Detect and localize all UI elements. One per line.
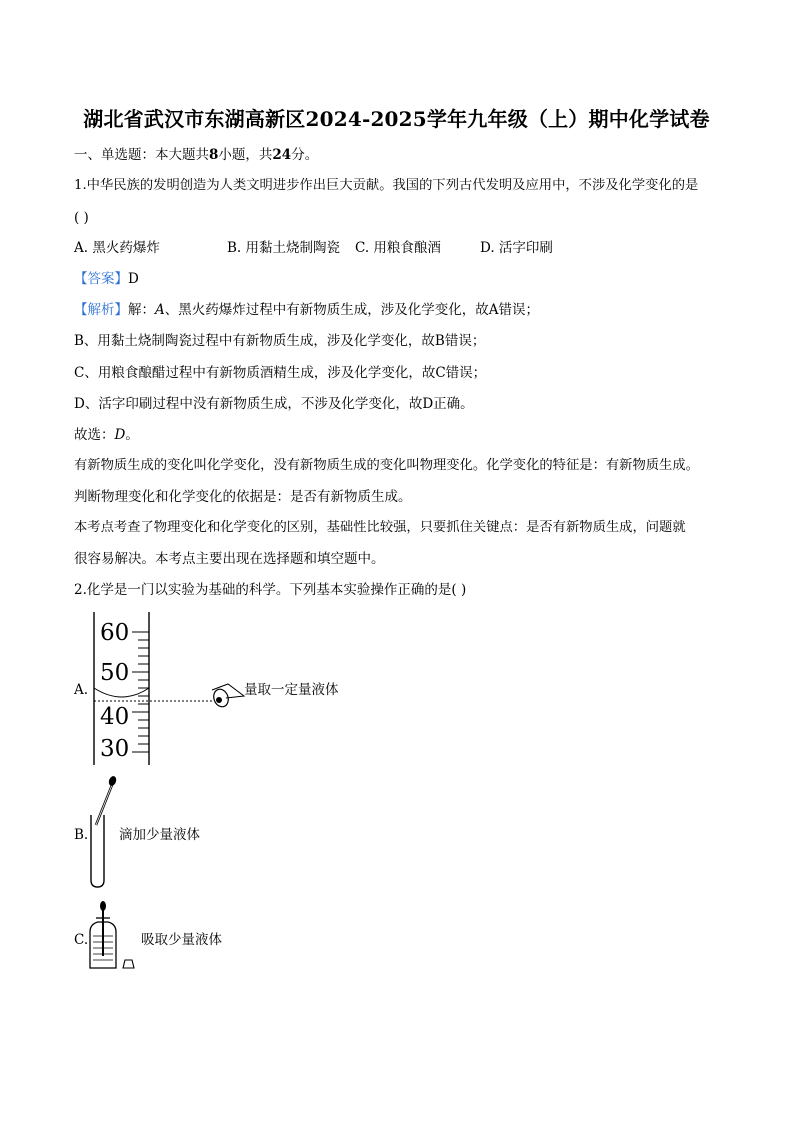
- rubber-bulb-icon: [100, 901, 106, 911]
- q1-analysis-line: D、活字印刷过程中没有新物质生成，不涉及化学变化，故D正确。: [74, 396, 474, 412]
- q1-explain-line: 很容易解决。本考点主要出现在选择题和填空题中。: [74, 551, 385, 567]
- eye-icon: [211, 684, 244, 709]
- bottle-stopper-icon: [123, 960, 134, 968]
- graduated-cylinder-figure: [88, 610, 248, 770]
- scale-label: 50: [100, 660, 130, 686]
- q2-option-a-letter: A.: [74, 682, 89, 698]
- scale-label: 40: [100, 704, 130, 730]
- reagent-bottle-dropper-figure: [86, 898, 146, 972]
- q1-explain-line: 本考点考查了物理变化和化学变化的区别，基础性比较强，只要抓住关键点：是否有新物质生成，问题就: [74, 520, 686, 535]
- q1-answer: 【答案】D: [74, 271, 139, 287]
- q1-option-c: C. 用粮食酿酒: [355, 240, 441, 256]
- q1-stem-paren: ( ): [74, 210, 89, 226]
- q1-analysis-line: C、用粮食酿醋过程中有新物质酒精生成，涉及化学变化，故C错误；: [74, 365, 487, 381]
- q2-option-b-caption: 滴加少量液体: [119, 827, 200, 843]
- scale-label: 60: [100, 620, 130, 646]
- q1-option-d: D. 活字印刷: [480, 240, 553, 256]
- q1-choice: 故选：D。: [74, 427, 139, 443]
- q1-stem: 1.中华民族的发明创造为人类文明进步作出巨大贡献。我国的下列古代发明及应用中，不涉及化学变化的是: [74, 178, 699, 193]
- q2-stem: 2.化学是一门以实验为基础的科学。下列基本实验操作正确的是( ): [74, 582, 467, 598]
- q1-explain-line: 判断物理变化和化学变化的依据是：是否有新物质生成。: [74, 489, 412, 505]
- q1-explain-line: 有新物质生成的变化叫化学变化，没有新物质生成的变化叫物理变化。化学变化的特征是：有新物质生成。: [74, 458, 699, 473]
- q2-option-a-caption: 量取一定量液体: [244, 682, 339, 698]
- q1-option-b: B. 用黏土烧制陶瓷: [227, 240, 341, 256]
- q1-analysis: 【解析】解：A、黑火药爆炸过程中有新物质生成，涉及化学变化，故A错误；: [74, 302, 539, 318]
- rubber-bulb-icon: [108, 775, 118, 787]
- section-heading: 一、单选题：本大题共8小题，共24分。: [74, 147, 319, 163]
- page-title: 湖北省武汉市东湖高新区2024-2025学年九年级（上）期中化学试卷: [83, 107, 710, 131]
- scale-label: 30: [100, 736, 130, 762]
- q1-analysis-line: B、用黏土烧制陶瓷过程中有新物质生成，涉及化学变化，故B错误；: [74, 333, 486, 349]
- q2-option-b-letter: B.: [74, 827, 89, 843]
- q2-option-c-caption: 吸取少量液体: [141, 932, 222, 948]
- q1-option-a: A. 黑火药爆炸: [74, 240, 160, 256]
- q2-option-c-letter: C.: [74, 932, 89, 948]
